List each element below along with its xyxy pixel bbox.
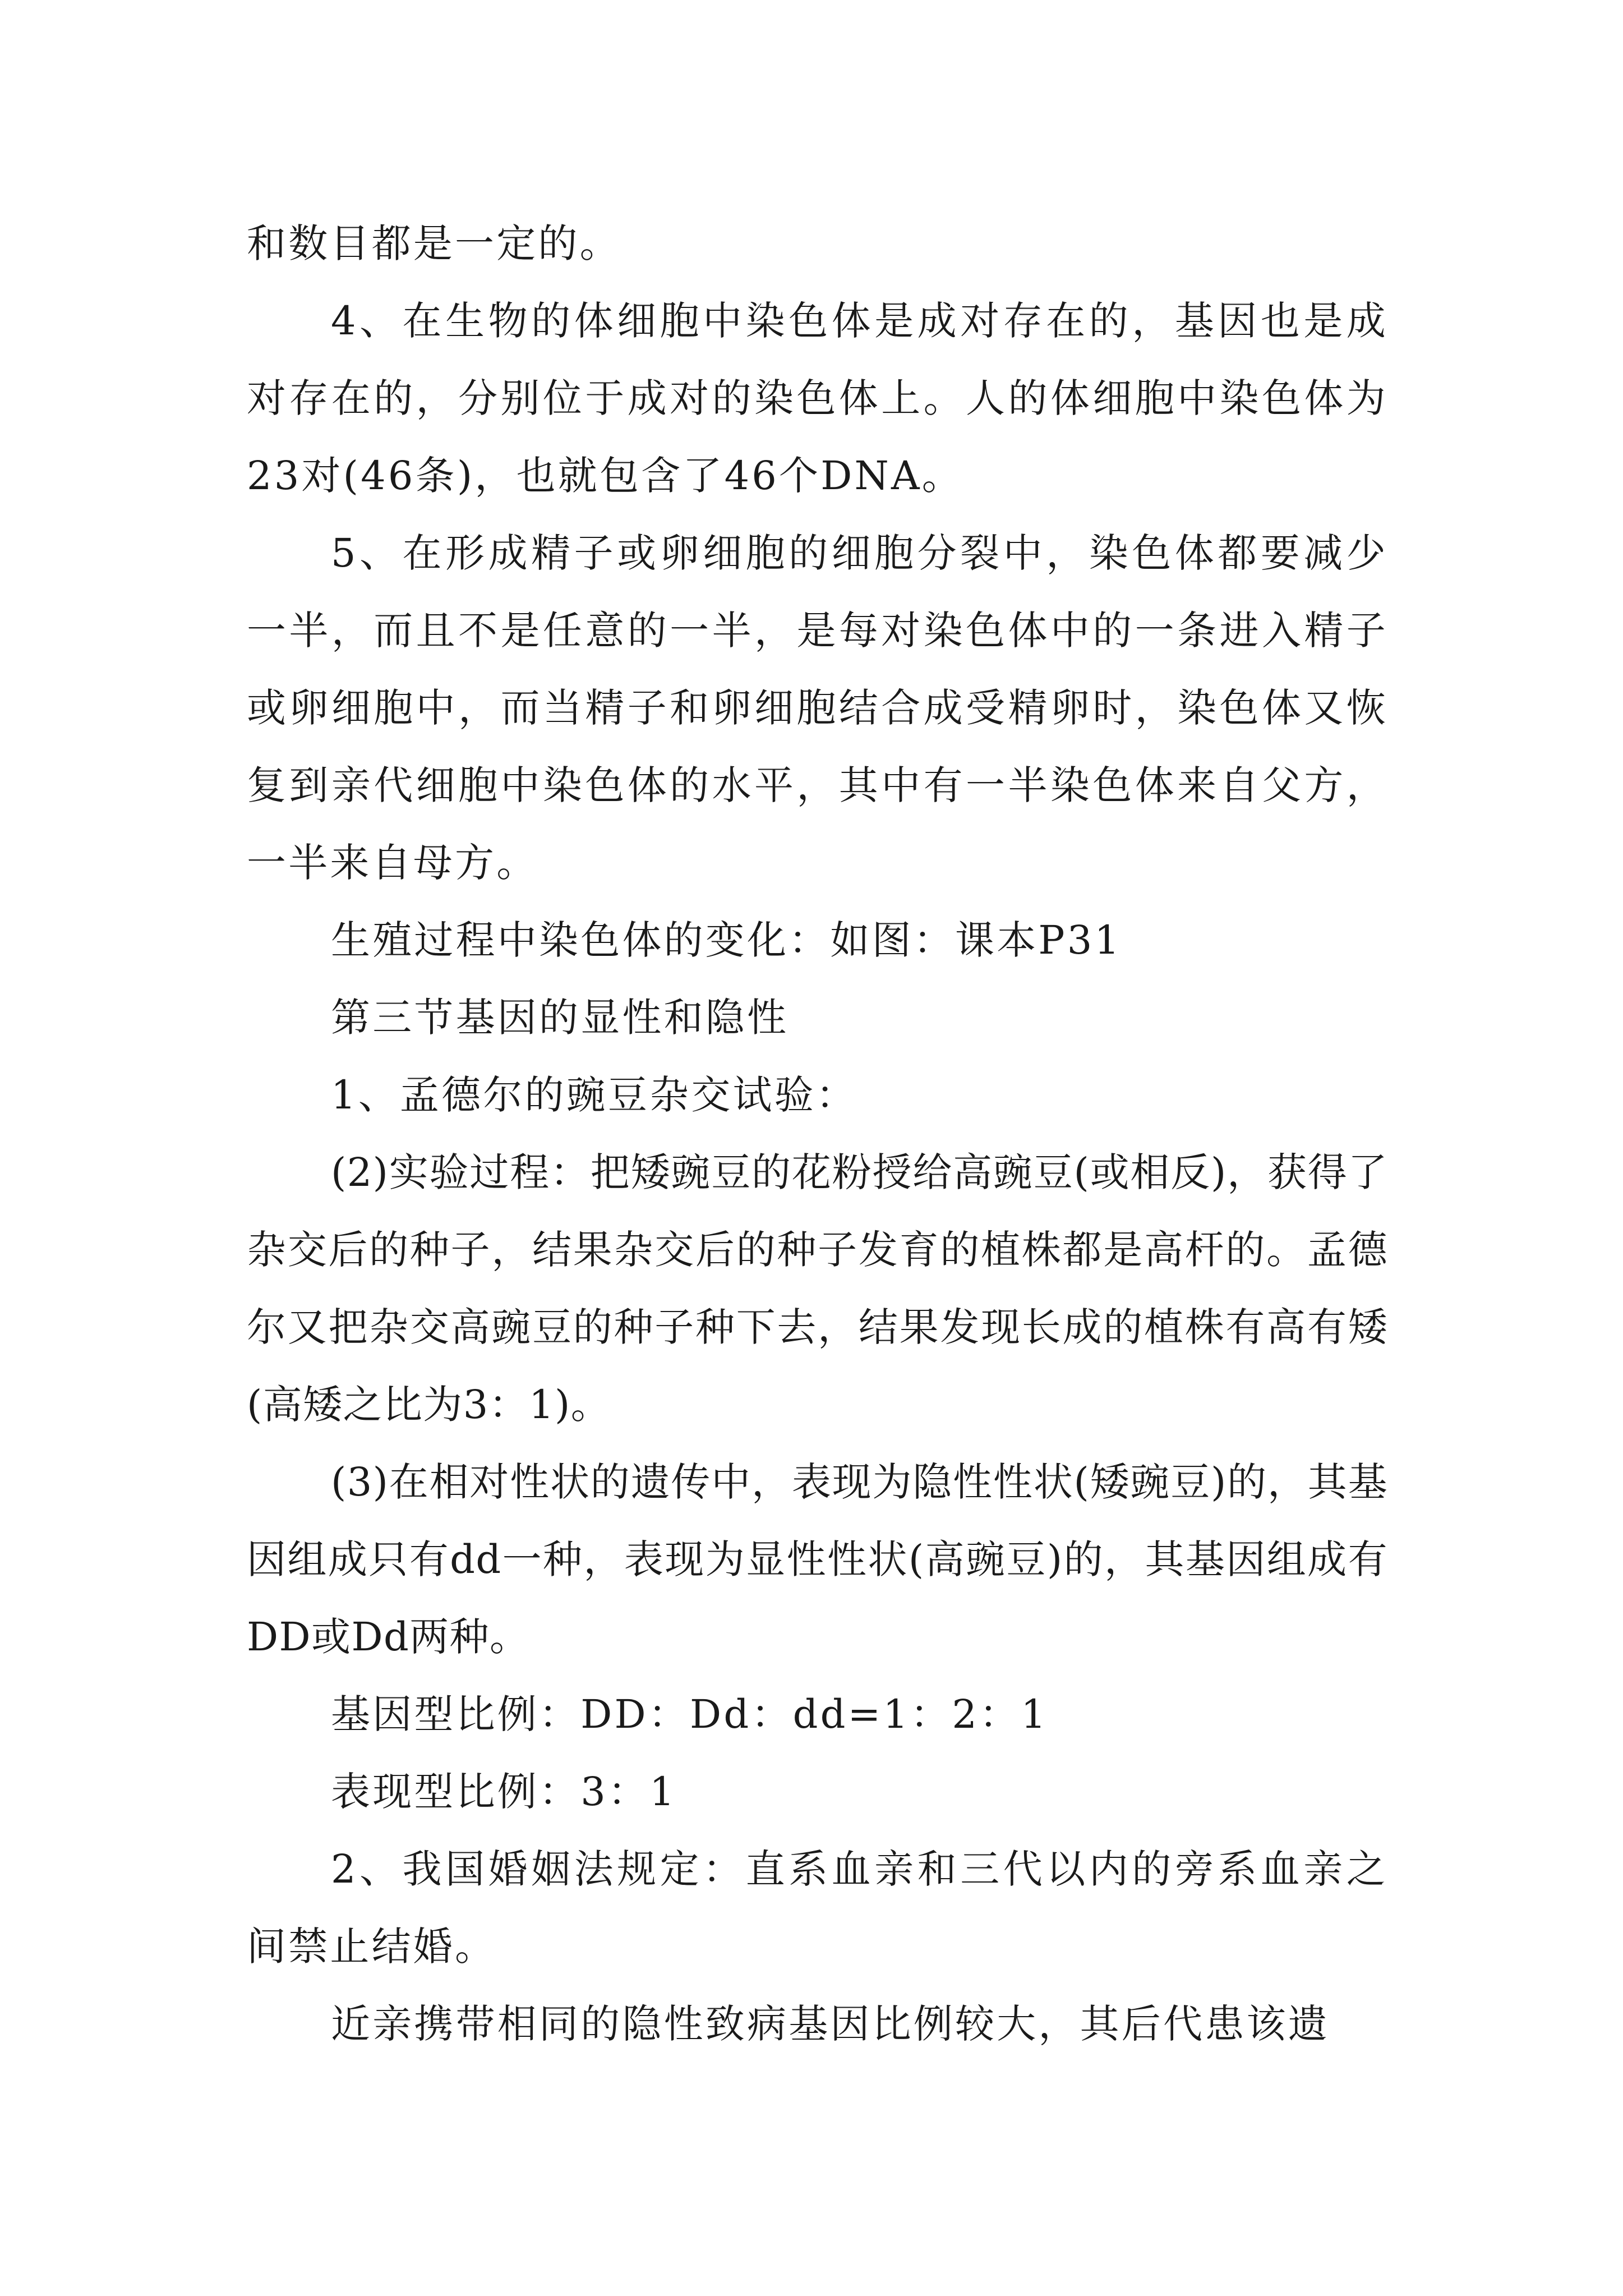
- paragraph-marriage-law: 2、我国婚姻法规定：直系血亲和三代以内的旁系血亲之间禁止结婚。: [247, 1846, 1388, 1970]
- paragraph-figure-reference: 生殖过程中染色体的变化：如图：课本P31: [331, 917, 1122, 963]
- paragraph-phenotype-ratio: 表现型比例：3：1: [331, 1769, 677, 1815]
- paragraph-recessive-dominant: (3)在相对性状的遗传中，表现为隐性性状(矮豌豆)的，其基因组成只有dd一种，表现为显性性状(高豌豆)的，其基因组成有DD或Dd两种。: [247, 1459, 1388, 1660]
- paragraph-point-4: 4、在生物的体细胞中染色体是成对存在的，基因也是成对存在的，分别位于成对的染色体上。人的体细胞中染色体为23对(46条)，也就包含了46个DNA。: [247, 298, 1388, 499]
- section-heading: 第三节基因的显性和隐性: [331, 995, 789, 1041]
- paragraph-genotype-ratio: 基因型比例：DD：Dd：dd=1：2：1: [331, 1691, 1049, 1737]
- document-body: [247, 205, 1388, 2063]
- paragraph-experiment-process: (2)实验过程：把矮豌豆的花粉授给高豌豆(或相反)，获得了杂交后的种子，结果杂交后的种子发育的植株都是高杆的。孟德尔又把杂交高豌豆的种子种下去，结果发现长成的植株有高有矮(高矮之比为3：1)。: [247, 1149, 1388, 1428]
- paragraph-continuation: 和数目都是一定的。: [247, 220, 621, 266]
- paragraph-consanguinity: 近亲携带相同的隐性致病基因比例较大，其后代患该遗: [331, 2001, 1330, 2047]
- paragraph-mendel-experiment: 1、孟德尔的豌豆杂交试验：: [331, 1072, 858, 1118]
- paragraph-point-5: 5、在形成精子或卵细胞的细胞分裂中，染色体都要减少一半，而且不是任意的一半，是每对染色体中的一条进入精子或卵细胞中，而当精子和卵细胞结合成受精卵时，染色体又恢复到亲代细胞中染色体的水平，其中有一半染色体来自父方，一半来自母方。: [247, 530, 1388, 886]
